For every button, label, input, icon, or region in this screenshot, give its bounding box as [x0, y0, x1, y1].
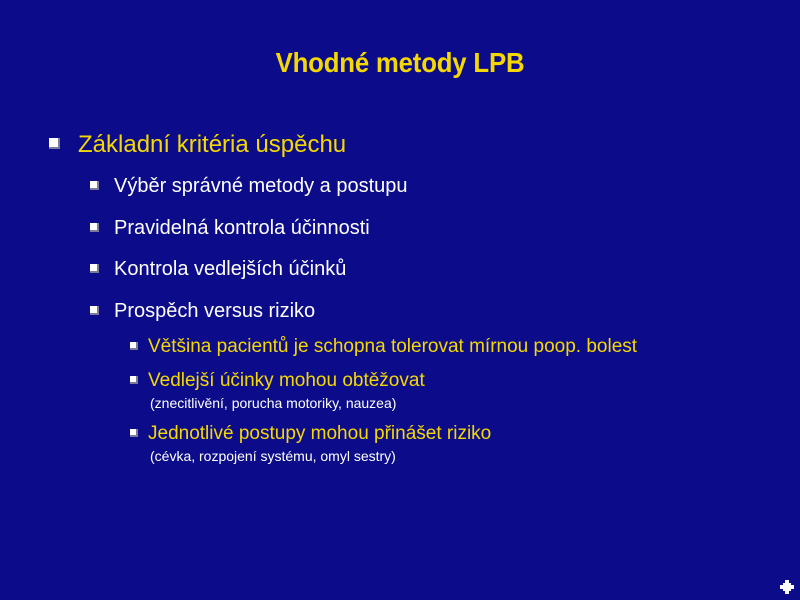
square-bullet-icon [130, 376, 138, 384]
square-bullet-icon [49, 138, 60, 149]
level2-item: Prospěch versus riziko [114, 300, 316, 322]
level3-item: Většina pacientů je schopna tolerovat mírnou poop. bolest [148, 336, 638, 357]
level3-note: (znecitlivění, porucha motoriky, nauzea) [150, 395, 397, 411]
square-bullet-icon [90, 306, 99, 315]
square-bullet-icon [130, 429, 138, 437]
level1-item: Základní kritéria úspěchu [78, 131, 347, 158]
level2-item: Pravidelná kontrola účinnosti [114, 217, 370, 239]
level3-note: (cévka, rozpojení systému, omyl sestry) [150, 448, 396, 464]
level3-item: Vedlejší účinky mohou obtěžovat [148, 370, 425, 391]
square-bullet-icon [90, 264, 99, 273]
slide-title: Vhodné metody LPB [275, 47, 525, 78]
slide-navigation-icon[interactable] [780, 580, 794, 594]
square-bullet-icon [130, 342, 138, 350]
square-bullet-icon [90, 181, 99, 190]
level3-item: Jednotlivé postupy mohou přinášet riziko [148, 423, 492, 444]
level2-item: Výběr správné metody a postupu [114, 175, 408, 197]
level2-item: Kontrola vedlejších účinků [114, 258, 347, 280]
square-bullet-icon [90, 223, 99, 232]
